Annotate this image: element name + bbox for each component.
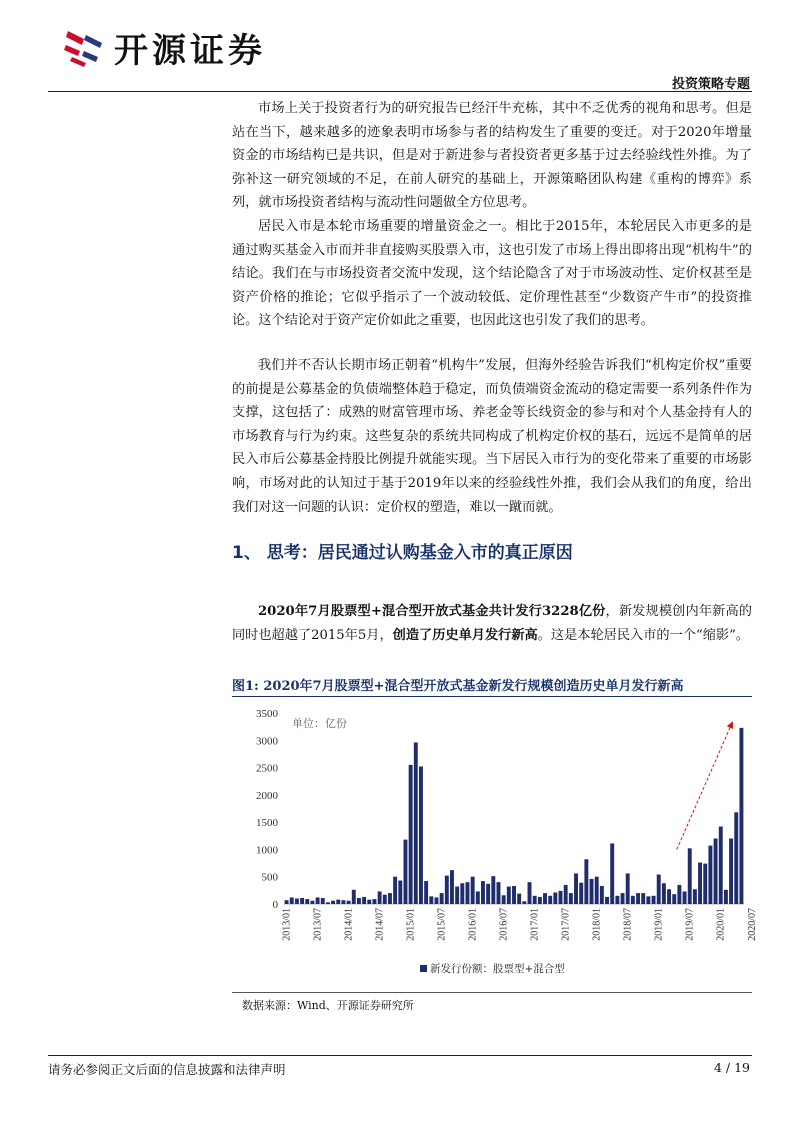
- bar: [615, 896, 619, 904]
- x-tick-label: 2014/07: [374, 908, 386, 941]
- bar: [569, 893, 573, 904]
- bar: [543, 893, 547, 904]
- bar: [497, 882, 501, 904]
- bar: [372, 899, 376, 904]
- bar-chart: [232, 700, 758, 990]
- bar: [590, 879, 594, 904]
- bar: [677, 885, 681, 904]
- bar: [605, 897, 609, 904]
- paragraph-4-bold-1: 2020年7月股票型+混合型开放式基金共计发行3228亿份: [258, 604, 606, 619]
- x-tick-label: 2019/07: [684, 908, 696, 941]
- chart-unit-label: 单位：亿份: [292, 717, 347, 730]
- bar: [378, 891, 382, 904]
- bar: [404, 840, 408, 904]
- paragraph-4: [232, 600, 752, 647]
- x-tick-label: 2020/01: [715, 908, 727, 941]
- brand-logo: [62, 24, 266, 70]
- bar: [481, 881, 485, 904]
- x-tick-label: 2015/07: [436, 908, 448, 941]
- bar: [672, 894, 676, 904]
- x-tick-label: 2013/07: [312, 908, 324, 941]
- bar: [336, 900, 340, 904]
- bar: [610, 843, 614, 904]
- bar: [688, 848, 692, 904]
- bar: [559, 891, 563, 904]
- figure-source: 数据来源：Wind、开源证券研究所: [242, 999, 414, 1012]
- bar: [466, 882, 470, 904]
- x-tick-label: 2018/01: [591, 908, 603, 941]
- y-tick-label: 1500: [256, 817, 278, 830]
- x-tick-label: 2020/07: [746, 908, 758, 941]
- footer-divider: [48, 1055, 752, 1056]
- figure-bottom-rule: [232, 992, 752, 993]
- bar: [538, 897, 542, 904]
- paragraph-4-end: 。这是本轮居民入市的一个“缩影”。: [537, 627, 749, 643]
- bar: [435, 897, 439, 904]
- bar: [698, 863, 702, 904]
- bar: [636, 893, 640, 904]
- bar: [719, 827, 723, 904]
- bar: [584, 859, 588, 904]
- bar: [533, 896, 537, 904]
- bar: [285, 900, 289, 904]
- x-tick-label: 2013/01: [281, 908, 293, 941]
- bar: [646, 896, 650, 904]
- y-tick-label: 1000: [256, 844, 278, 857]
- x-tick-label: 2016/01: [467, 908, 479, 941]
- bar: [455, 887, 459, 904]
- x-tick-label: 2017/07: [560, 908, 572, 941]
- bar: [739, 728, 743, 904]
- bar: [507, 887, 511, 904]
- bar: [393, 877, 397, 904]
- trend-arrow: [677, 721, 733, 849]
- report-category: 投资策略专题: [671, 77, 750, 92]
- figure-title: 图1: 2020年7月股票型+混合型开放式基金新发行规模创造历史单月发行新高: [232, 679, 684, 694]
- bar: [553, 893, 557, 904]
- bar: [476, 891, 480, 904]
- legend-label: 新发行份额：股票型+混合型: [430, 963, 565, 975]
- bar: [626, 873, 630, 904]
- bar: [326, 902, 330, 904]
- bar: [398, 881, 402, 904]
- bar: [714, 839, 718, 904]
- legend-swatch: [420, 965, 427, 972]
- bar: [331, 901, 335, 904]
- bar: [517, 894, 521, 904]
- bar: [652, 896, 656, 904]
- bar: [693, 889, 697, 904]
- y-tick-label: 0: [272, 899, 278, 911]
- bar: [486, 884, 490, 904]
- page-number: 4 / 19: [713, 1060, 750, 1075]
- bar: [641, 893, 645, 904]
- bar: [460, 883, 464, 904]
- bar: [548, 896, 552, 904]
- figure-top-rule: [232, 696, 752, 697]
- bar: [388, 893, 392, 904]
- bar: [564, 885, 568, 904]
- bar: [424, 881, 428, 904]
- bar: [708, 846, 712, 904]
- bar: [512, 886, 516, 904]
- bar: [657, 875, 661, 904]
- bar: [574, 873, 578, 904]
- bar: [352, 890, 356, 904]
- bar: [662, 883, 666, 904]
- bar: [409, 765, 413, 904]
- y-tick-label: 2000: [256, 789, 278, 802]
- bar: [290, 897, 294, 904]
- bar: [305, 899, 309, 904]
- bar: [667, 889, 671, 904]
- bar: [295, 899, 299, 904]
- bar: [579, 883, 583, 904]
- x-tick-label: 2015/01: [405, 908, 417, 941]
- bar: [414, 742, 418, 904]
- bar: [734, 812, 738, 904]
- bar: [631, 896, 635, 904]
- bar: [367, 900, 371, 904]
- bar: [528, 882, 532, 904]
- header-divider: [48, 91, 752, 92]
- paragraph-1: 市场上关于投资者行为的研究报告已经汗牛充栋，其中不乏优秀的视角和思考。但是站在当下，越来越多的迹象表明市场参与者的结构发生了重要的变迁。对于2020年增量资金的市场结构已是共识，但是对于新进参与者投资者更多基于过去经验线性外推。为了弥补这一研究领域的不足，在前人研究的基础上，开源策略团队构建《重构的博弈》系列，就市场投资者结构与流动性问题做全方位思考。: [232, 101, 752, 211]
- bar: [357, 898, 361, 904]
- brand-logo-icon: [62, 25, 106, 69]
- bar: [321, 898, 325, 904]
- y-tick-label: 500: [261, 871, 278, 884]
- bar: [600, 886, 604, 904]
- x-tick-label: 2016/07: [498, 908, 510, 941]
- footer-disclaimer: 请务必参阅正文后面的信息披露和法律声明: [48, 1062, 286, 1077]
- bar: [362, 897, 366, 904]
- y-tick-label: 3500: [256, 708, 278, 720]
- x-tick-label: 2017/01: [529, 908, 541, 941]
- y-tick-label: 2500: [256, 762, 278, 775]
- x-tick-label: 2014/01: [343, 908, 355, 941]
- bar: [491, 876, 495, 904]
- paragraph-2: 居民入市是本轮市场重要的增量资金之一。相比于2015年，本轮居民入市更多的是通过购买基金入市而并非直接购买股票入市，这也引发了市场上得出即将出现“机构牛”的结论。我们在与市场投资者交流中发现，这个结论隐含了对于市场波动性、定价权甚至是资产价格的推论；它似乎指示了一个波动较低、定价理性甚至“少数资产牛市”的投资推论。这个结论对于资产定价如此之重要，也因此这也引发了我们的思考。: [232, 219, 752, 329]
- bar: [310, 901, 314, 904]
- bar: [471, 877, 475, 904]
- bar: [724, 890, 728, 904]
- brand-name: 开源证券: [114, 30, 266, 71]
- bar: [429, 896, 433, 904]
- bar: [703, 864, 707, 904]
- bar: [621, 893, 625, 904]
- section-heading: 1、 思考：居民通过认购基金入市的真正原因: [232, 543, 573, 563]
- bar: [445, 876, 449, 904]
- y-tick-label: 3000: [256, 735, 278, 748]
- x-tick-label: 2019/01: [653, 908, 665, 941]
- bar: [440, 893, 444, 904]
- paragraph-4-mid: ，新发规模创内年新高的同时也超越了2015年5月，: [232, 604, 752, 643]
- bar: [683, 891, 687, 904]
- bar: [341, 900, 345, 904]
- bar: [502, 895, 506, 904]
- bar: [383, 895, 387, 904]
- bar: [316, 897, 320, 904]
- bar: [595, 877, 599, 904]
- bar: [522, 901, 526, 904]
- bar: [300, 898, 304, 904]
- paragraph-4-bold-2: 创造了历史单月发行新高: [392, 627, 538, 643]
- bar: [729, 839, 733, 904]
- x-tick-label: 2018/07: [622, 908, 634, 941]
- paragraph-3: 我们并不否认长期市场正朝着“机构牛”发展，但海外经验告诉我们“机构定价权”重要的前提是公募基金的负债端整体趋于稳定，而负债端资金流动的稳定需要一系列条件作为支撑，这包括了：成熟的财富管理市场、养老金等长线资金的参与和对个人基金持有人的市场教育与行为约束。这些复杂的系统共同构成了机构定价权的基石，远远不是简单的居民入市后公募基金持股比例提升就能实现。当下居民入市行为的变化带来了重要的市场影响，市场对此的认知过于基于2019年以来的经验线性外推，我们会从我们的角度，给出我们对这一问题的认识：定价权的塑造，难以一蹴而就。: [232, 358, 752, 515]
- bar: [347, 901, 351, 904]
- bar: [450, 870, 454, 904]
- bar: [419, 766, 423, 904]
